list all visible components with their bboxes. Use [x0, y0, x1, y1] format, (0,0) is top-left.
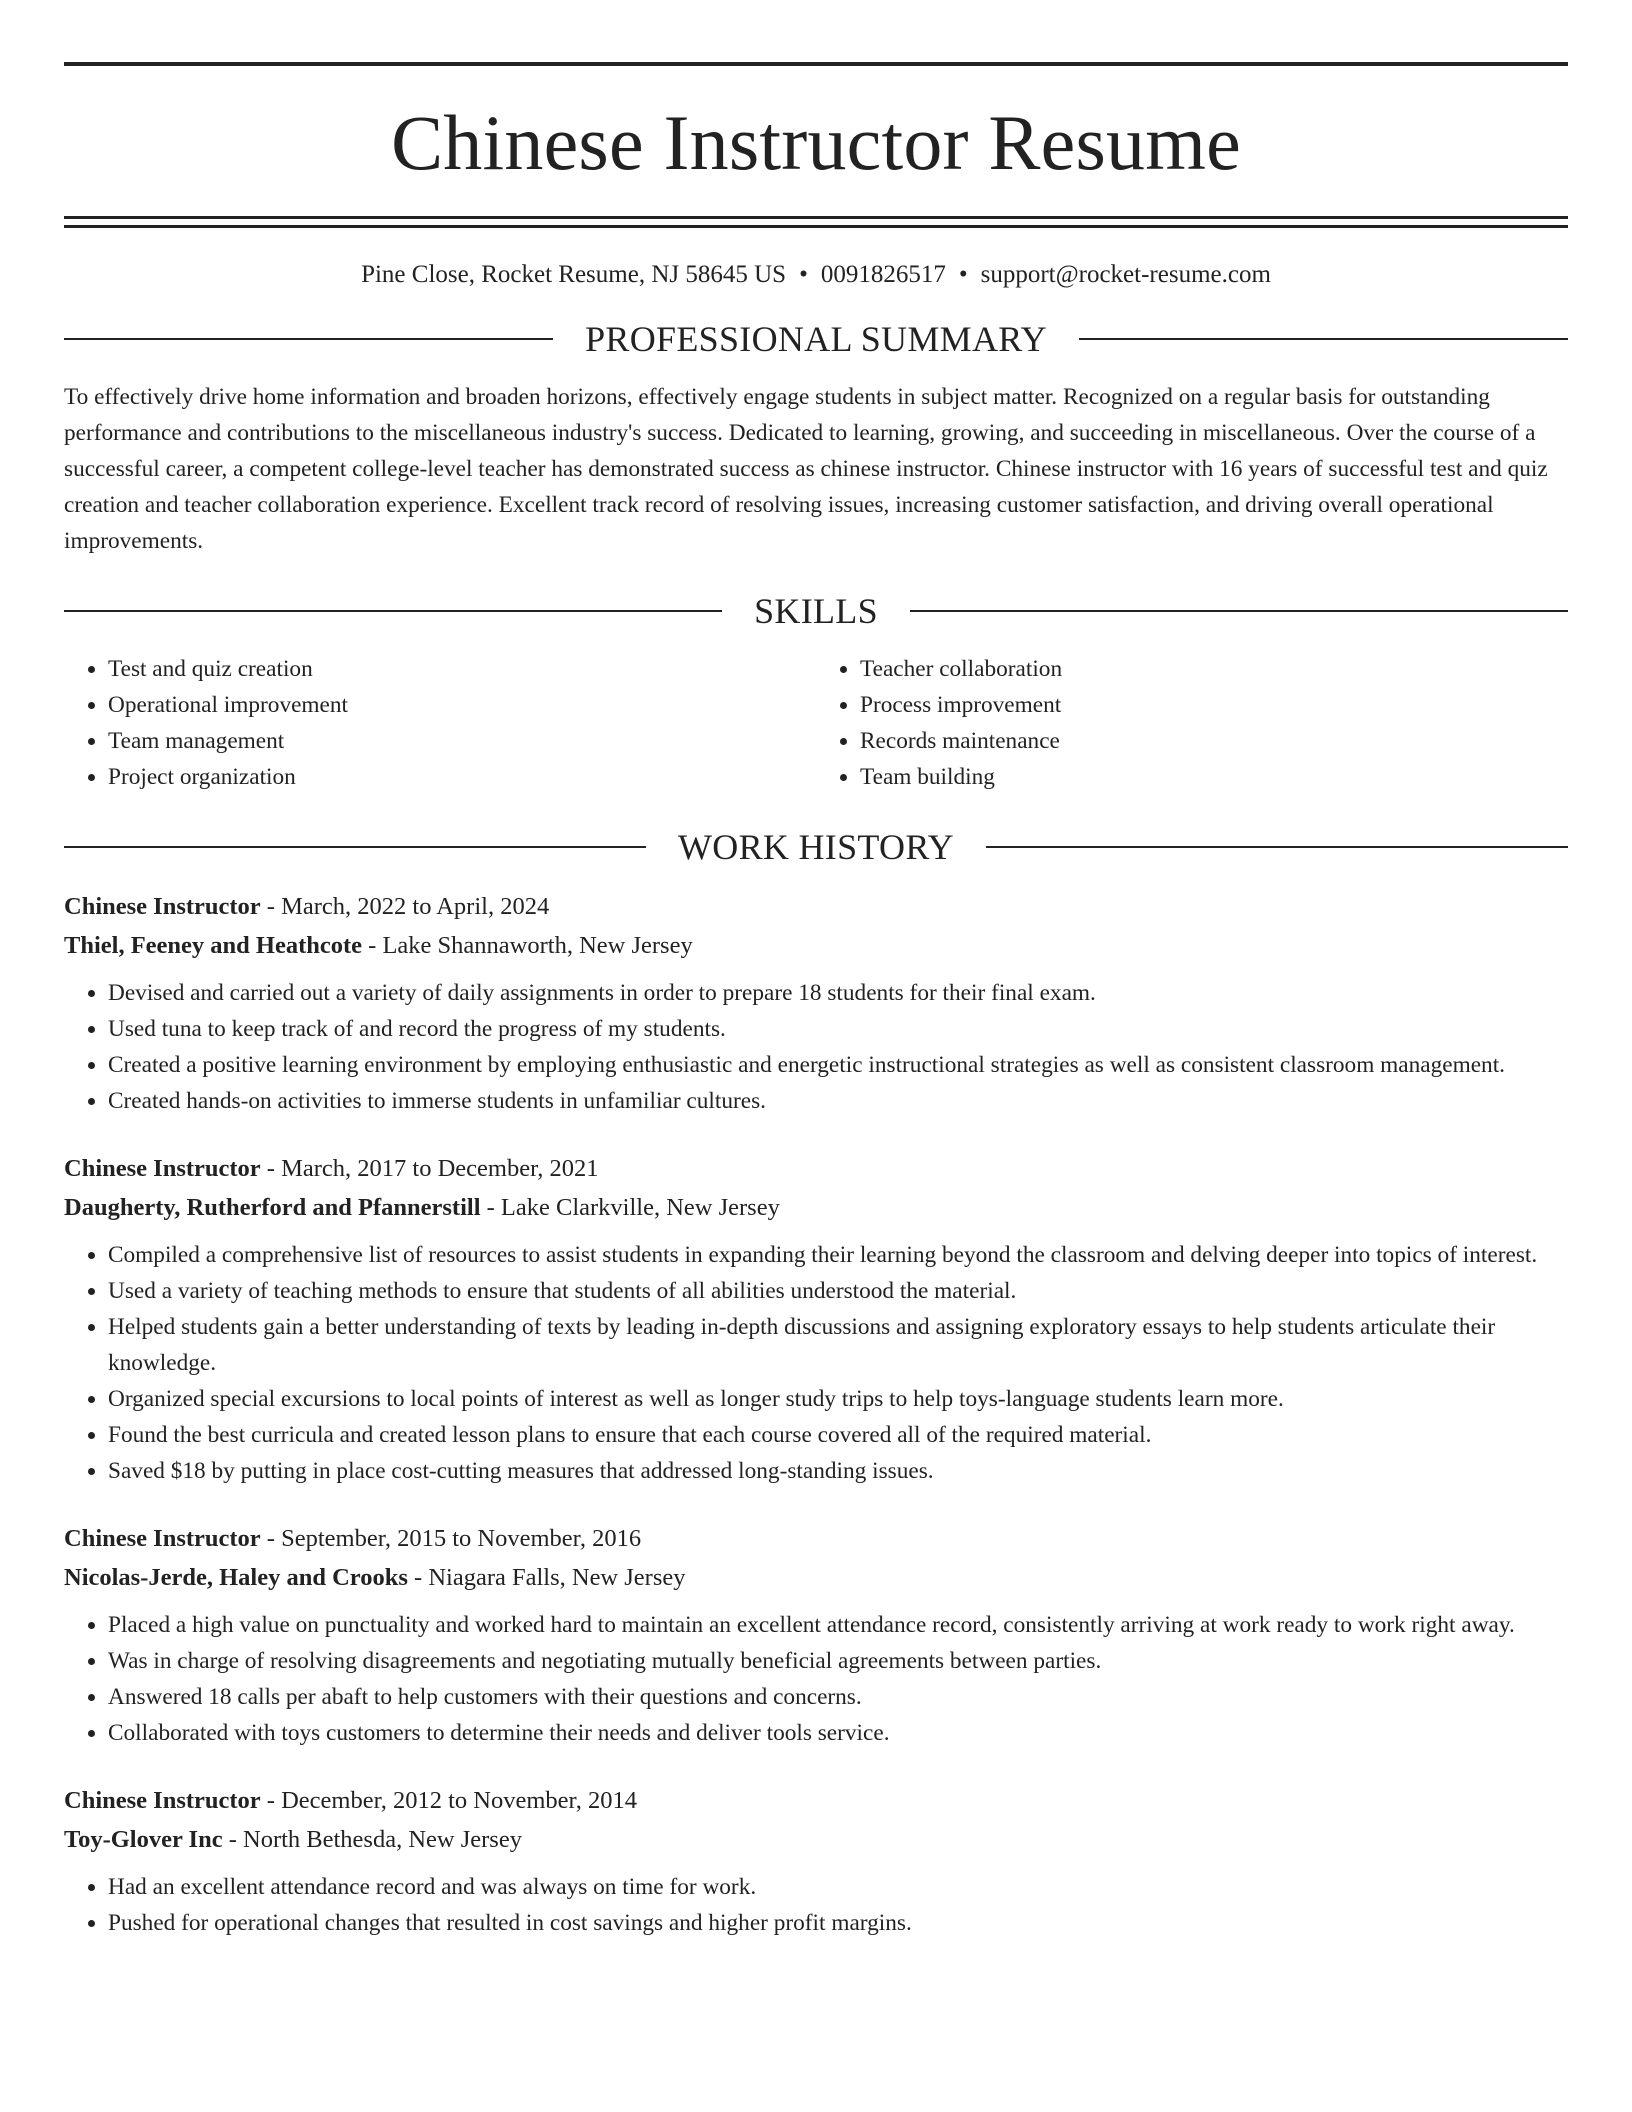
job-title: Chinese Instructor: [64, 1525, 261, 1552]
job-title-line: [64, 1519, 1568, 1558]
job-company: Nicolas-Jerde, Haley and Crooks: [64, 1564, 408, 1591]
contact-separator: •: [799, 261, 808, 288]
job-bullet: • Organized special excursions to local points of interest as well as longer study trips to help toys-language students learn more.: [108, 1381, 1568, 1417]
summary-text: To effectively drive home information and broaden horizons, effectively engage students in subject matter. Recognized on a regular basis for outstanding performance and contributions to the miscellaneous industry's success. Dedicated to learning, growing, and succeeding in miscellaneous. Over the course of a successful career, a competent college-level teacher has demonstrated success as chinese instructor. Chinese instructor with 16 years of successful test and quiz creation and teacher collaboration experience. Excellent track record of resolving issues, increasing customer satisfaction, and driving overall operational improvements.: [64, 384, 1548, 554]
skill-item: • Team building: [860, 759, 1568, 795]
job-entry: [64, 1519, 1568, 1751]
resume-title: Chinese Instructor Resume: [391, 99, 1241, 186]
job-entry: [64, 887, 1568, 1119]
contact-email: support@rocket-resume.com: [980, 261, 1271, 288]
skill-item: • Test and quiz creation: [108, 651, 816, 687]
job-bullet: • Collaborated with toys customers to determine their needs and deliver tools service.: [108, 1715, 1568, 1751]
job-bullet: • Answered 18 calls per abaft to help customers with their questions and concerns.: [108, 1679, 1568, 1715]
job-title: Chinese Instructor: [64, 1155, 261, 1182]
job-location: - Lake Shannaworth, New Jersey: [362, 932, 693, 959]
job-bullet: • Had an excellent attendance record and was always on time for work.: [108, 1869, 1568, 1905]
job-company: Daugherty, Rutherford and Pfannerstill: [64, 1194, 481, 1221]
job-location: - North Bethesda, New Jersey: [222, 1826, 522, 1853]
job-bullet: • Created hands-on activities to immerse students in unfamiliar cultures.: [108, 1083, 1568, 1119]
job-title-line: [64, 1781, 1568, 1820]
job-bullet: • Devised and carried out a variety of daily assignments in order to prepare 18 students for their final exam.: [108, 975, 1568, 1011]
job-company-line: [64, 1558, 1568, 1597]
job-dates: - March, 2022 to April, 2024: [260, 893, 550, 920]
job-bullet: • Compiled a comprehensive list of resources to assist students in expanding their learning beyond the classroom and delving deeper into topics of interest.: [108, 1237, 1568, 1273]
contact-separator: •: [958, 261, 968, 288]
summary-heading: PROFESSIONAL SUMMARY: [585, 319, 1047, 359]
job-company-line: [64, 1820, 1568, 1859]
job-entry: [64, 1149, 1568, 1489]
section-rule-right: [910, 610, 1568, 612]
contact-address: Pine Close, Rocket Resume, NJ 58645 US: [361, 261, 787, 288]
job-title-line: [64, 887, 1568, 926]
section-rule-right: [986, 846, 1568, 848]
job-company-line: [64, 1188, 1568, 1227]
contact-line: [64, 262, 1568, 287]
section-rule-left: [64, 610, 722, 612]
job-dates: - December, 2012 to November, 2014: [260, 1787, 637, 1814]
top-rule: [64, 62, 1568, 66]
section-rule-right: [1079, 338, 1568, 340]
job-title-line: [64, 1149, 1568, 1188]
job-dates: - March, 2017 to December, 2021: [260, 1155, 599, 1182]
work-section-header: [64, 829, 1568, 865]
skills-columns: [64, 651, 1568, 795]
job-dates: - September, 2015 to November, 2016: [260, 1525, 642, 1552]
skill-item: • Team management: [108, 723, 816, 759]
job-bullets: [64, 975, 1568, 1119]
work-heading: WORK HISTORY: [678, 827, 954, 867]
job-bullet: • Found the best curricula and created lesson plans to ensure that each course covered all of the required material.: [108, 1417, 1568, 1453]
summary-section-header: [64, 321, 1568, 357]
job-bullet: • Saved $18 by putting in place cost-cutting measures that addressed long-standing issues.: [108, 1453, 1568, 1489]
section-rule-left: [64, 846, 646, 848]
job-bullet: • Was in charge of resolving disagreements and negotiating mutually beneficial agreements between parties.: [108, 1643, 1568, 1679]
job-company: Toy-Glover Inc: [64, 1826, 223, 1853]
job-location: - Lake Clarkville, New Jersey: [480, 1194, 780, 1221]
job-bullet: • Pushed for operational changes that resulted in cost savings and higher profit margins.: [108, 1905, 1568, 1941]
skills-list-right: [816, 651, 1568, 795]
job-bullets: [64, 1237, 1568, 1489]
job-title: Chinese Instructor: [64, 893, 261, 920]
job-entry: [64, 1781, 1568, 1941]
title-double-rule: [64, 216, 1568, 228]
job-bullet: • Used a variety of teaching methods to ensure that students of all abilities understood the material.: [108, 1273, 1568, 1309]
job-bullet: • Created a positive learning environment by employing enthusiastic and energetic instructional strategies as well as consistent classroom management.: [108, 1047, 1568, 1083]
contact-phone: 0091826517: [820, 261, 946, 288]
job-title: Chinese Instructor: [64, 1787, 261, 1814]
skill-item: • Operational improvement: [108, 687, 816, 723]
skill-item: • Teacher collaboration: [860, 651, 1568, 687]
job-bullets: [64, 1869, 1568, 1941]
job-bullet: • Used tuna to keep track of and record the progress of my students.: [108, 1011, 1568, 1047]
job-bullets: [64, 1607, 1568, 1751]
job-location: - Niagara Falls, New Jersey: [407, 1564, 686, 1591]
job-bullet: • Helped students gain a better understanding of texts by leading in-depth discussions and assigning exploratory essays to help students articulate their knowledge.: [108, 1309, 1568, 1381]
skills-section-header: [64, 593, 1568, 629]
section-rule-left: [64, 338, 553, 340]
job-company-line: [64, 926, 1568, 965]
job-bullet: • Placed a high value on punctuality and worked hard to maintain an excellent attendance record, consistently arriving at work ready to work right away.: [108, 1607, 1568, 1643]
skill-item: • Records maintenance: [860, 723, 1568, 759]
skills-heading: SKILLS: [754, 591, 878, 631]
skill-item: • Project organization: [108, 759, 816, 795]
job-company: Thiel, Feeney and Heathcote: [64, 932, 363, 959]
skills-list-left: [64, 651, 816, 795]
skill-item: • Process improvement: [860, 687, 1568, 723]
